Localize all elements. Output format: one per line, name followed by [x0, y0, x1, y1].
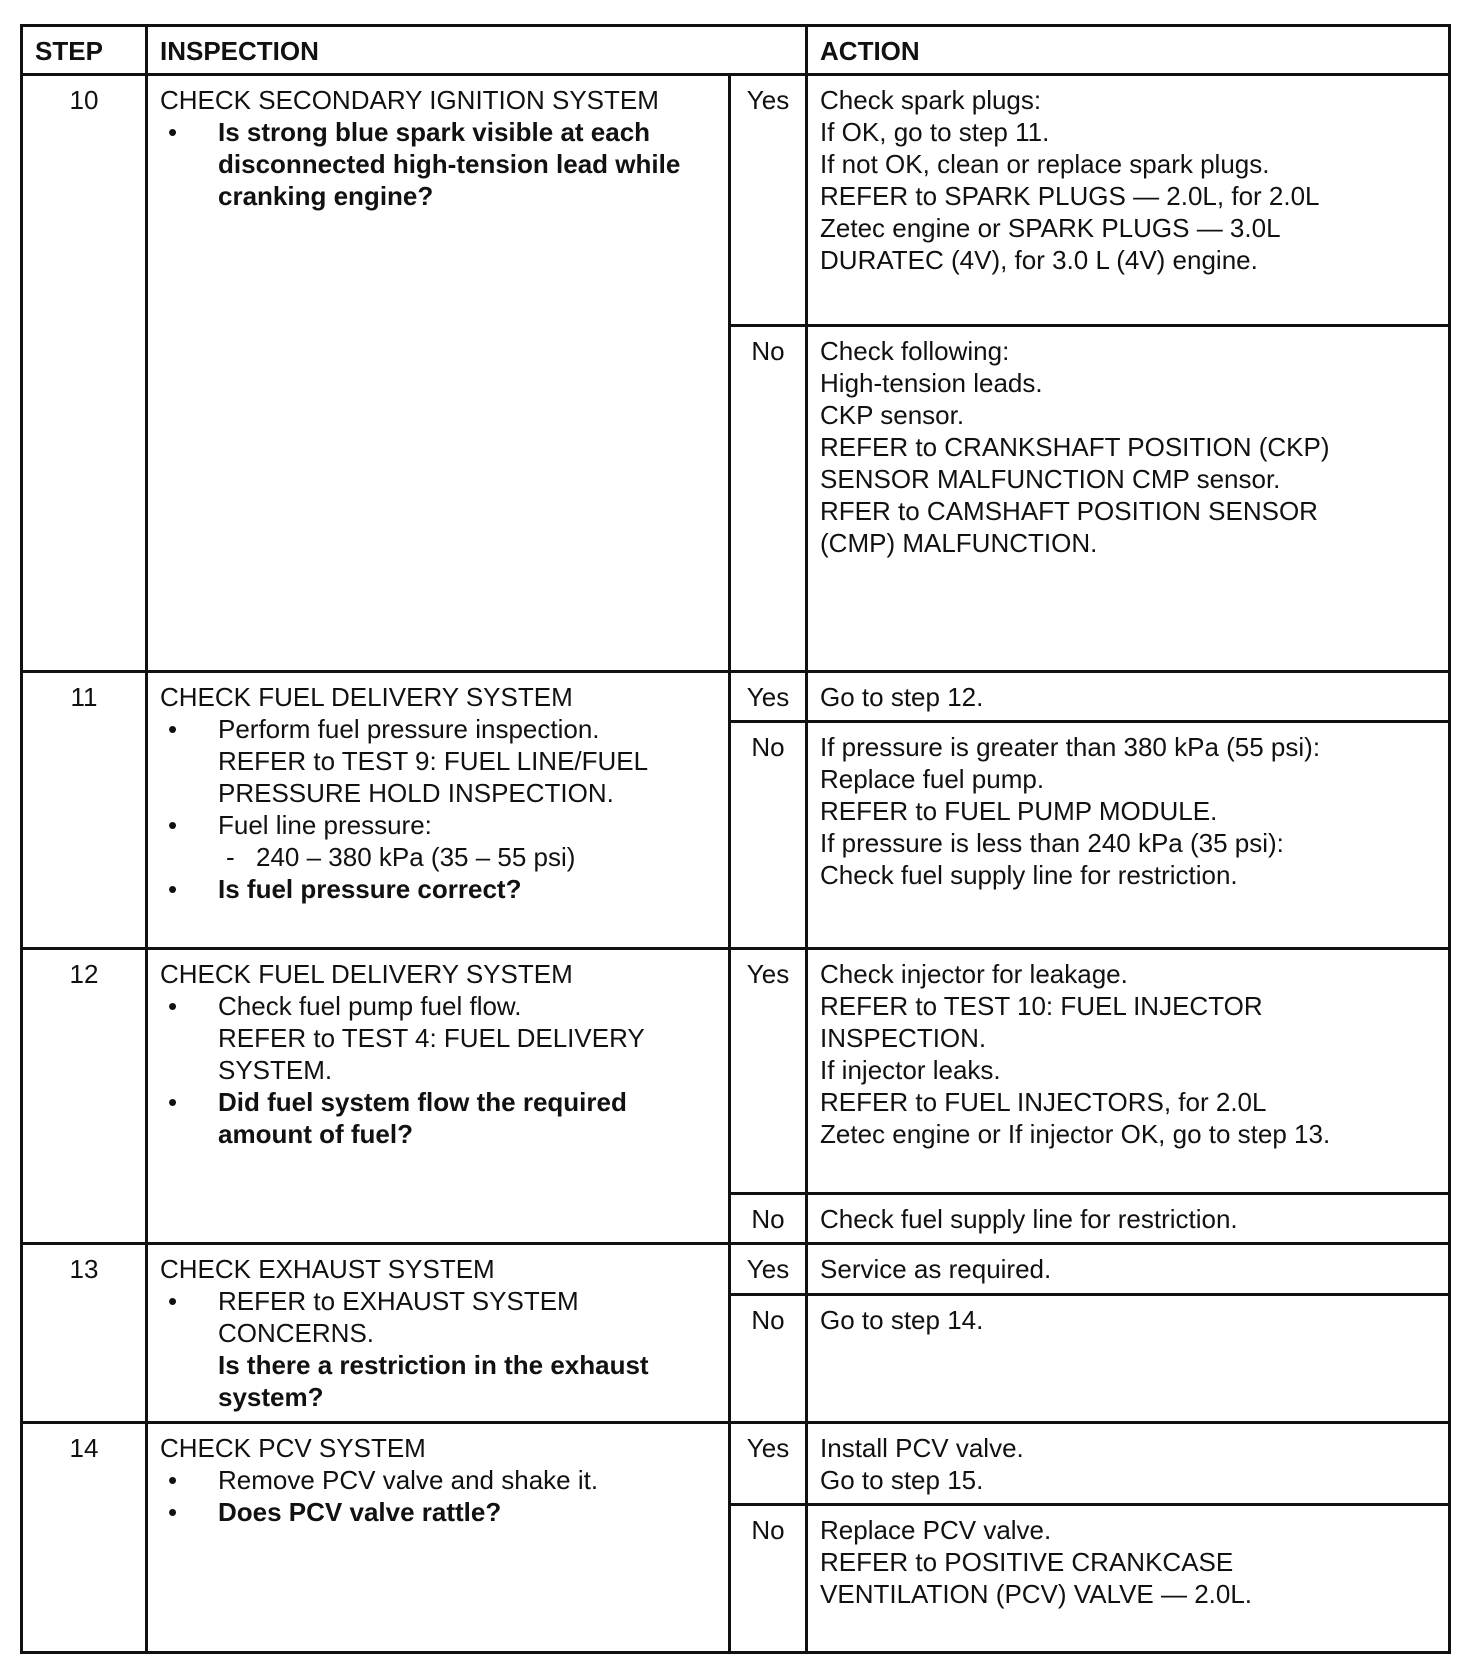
action-line: REFER to CRANKSHAFT POSITION (CKP) [820, 431, 1330, 462]
step-number: 13 [22, 1243, 147, 1422]
yes-label: Yes [730, 75, 807, 325]
no-label: No [730, 325, 807, 671]
bullet-icon: • [168, 1087, 178, 1118]
bullet-icon: • [168, 991, 178, 1022]
step-title: CHECK EXHAUST SYSTEM [160, 1253, 495, 1284]
step-number: 10 [22, 75, 147, 672]
no-label: No [730, 1295, 807, 1423]
action-line: REFER to SPARK PLUGS — 2.0L, for 2.0L [820, 181, 1320, 212]
yes-label: Yes [730, 1243, 807, 1294]
no-label: No [730, 1504, 807, 1653]
action-line: Replace fuel pump. [820, 763, 1045, 794]
action-line: If injector leaks. [820, 1055, 1001, 1086]
action-line: If OK, go to step 11. [820, 117, 1050, 148]
step-inspection [147, 949, 730, 1244]
inspection-column-header: INSPECTION [147, 26, 807, 75]
step-13-yes-row [22, 1243, 1450, 1294]
inspection-question: Is there a restriction in the exhaust system? [218, 1349, 649, 1412]
bullet-icon: • [168, 1464, 178, 1495]
step-14-yes-row [22, 1422, 1450, 1504]
action-line: Check fuel supply line for restriction. [820, 1204, 1238, 1235]
yes-action [807, 672, 1450, 721]
bullet-item [160, 1086, 716, 1150]
action-line: CKP sensor. [820, 399, 965, 430]
step-title: CHECK FUEL DELIVERY SYSTEM [160, 682, 573, 713]
bullet-text: Fuel line pressure: [218, 810, 432, 841]
bullet-icon: • [168, 1496, 178, 1527]
action-line: Check fuel supply line for restriction. [820, 859, 1238, 890]
action-line: REFER to FUEL PUMP MODULE. [820, 795, 1218, 826]
step-title: CHECK SECONDARY IGNITION SYSTEM [160, 85, 659, 116]
bullet-item [160, 1464, 716, 1496]
inspection-question: Is fuel pressure correct? [218, 874, 522, 905]
inspection-question: Is strong blue spark visible at each disconnected high-tension lead while cranking engine? [218, 117, 681, 212]
action-line: High-tension leads. [820, 367, 1043, 398]
action-line: SENSOR MALFUNCTION CMP sensor. [820, 463, 1281, 494]
bullet-icon: • [168, 1285, 178, 1316]
yes-action [807, 949, 1450, 1194]
action-line: Check following: [820, 335, 1010, 366]
bullet-item [160, 873, 716, 905]
action-line: Service as required. [820, 1253, 1052, 1284]
action-line: Go to step 12. [820, 682, 984, 713]
action-line: Zetec engine or If injector OK, go to step 13. [820, 1119, 1331, 1150]
action-line: Check spark plugs: [820, 85, 1042, 116]
bullet-item [160, 713, 716, 809]
header-row [22, 26, 1450, 75]
no-action [807, 325, 1450, 671]
action-line: RFER to CAMSHAFT POSITION SENSOR [820, 495, 1318, 526]
bullet-item [160, 990, 716, 1086]
step-inspection [147, 75, 730, 672]
bullet-text: Remove PCV valve and shake it. [218, 1464, 599, 1495]
step-number: 14 [22, 1422, 147, 1652]
no-label: No [730, 1194, 807, 1243]
action-line: Check injector for leakage. [820, 959, 1128, 990]
step-12-yes-row [22, 949, 1450, 1194]
inspection-question: Did fuel system flow the required amount of fuel? [218, 1087, 627, 1150]
yes-action [807, 75, 1450, 325]
inspection-question: Does PCV valve rattle? [218, 1496, 502, 1527]
step-title: CHECK FUEL DELIVERY SYSTEM [160, 959, 573, 990]
yes-label: Yes [730, 672, 807, 721]
step-10-yes-row [22, 75, 1450, 325]
step-title: CHECK PCV SYSTEM [160, 1432, 426, 1463]
pressure-spec: 240 – 380 kPa (35 – 55 psi) [256, 842, 576, 873]
action-line: REFER to TEST 10: FUEL INJECTOR [820, 991, 1263, 1022]
action-line: If not OK, clean or replace spark plugs. [820, 149, 1270, 180]
bullet-text: Perform fuel pressure inspection. [218, 714, 600, 745]
no-label: No [730, 721, 807, 948]
step-11-yes-row [22, 672, 1450, 721]
action-line: DURATEC (4V), for 3.0 L (4V) engine. [820, 245, 1258, 276]
bullet-icon: • [168, 810, 178, 841]
action-column-header: ACTION [807, 26, 1450, 75]
bullet-item [160, 116, 716, 212]
step-column-header: STEP [22, 26, 147, 75]
no-action [807, 1295, 1450, 1423]
step-number: 11 [22, 672, 147, 949]
action-line: REFER to POSITIVE CRANKCASE [820, 1546, 1234, 1577]
bullet-item [160, 809, 716, 841]
yes-action [807, 1422, 1450, 1504]
bullet-item [160, 1496, 716, 1528]
diagnostic-table [20, 24, 1451, 1654]
no-action [807, 1194, 1450, 1243]
no-action [807, 721, 1450, 948]
sub-item [160, 841, 716, 873]
reference-text: REFER to TEST 4: FUEL DELIVERY SYSTEM. [218, 1023, 645, 1086]
action-line: Replace PCV valve. [820, 1514, 1052, 1545]
action-line: (CMP) MALFUNCTION. [820, 527, 1098, 558]
dash-icon: - [226, 842, 235, 873]
reference-text: REFER to TEST 9: FUEL LINE/FUEL PRESSURE HOLD INSPECTION. [218, 746, 648, 809]
action-line: REFER to FUEL INJECTORS, for 2.0L [820, 1087, 1267, 1118]
yes-label: Yes [730, 949, 807, 1194]
bullet-text: Check fuel pump fuel flow. [218, 991, 522, 1022]
action-line: If pressure is greater than 380 kPa (55 psi): [820, 731, 1321, 762]
step-inspection [147, 1243, 730, 1422]
bullet-icon: • [168, 714, 178, 745]
yes-action [807, 1243, 1450, 1294]
bullet-icon: • [168, 117, 178, 148]
yes-label: Yes [730, 1422, 807, 1504]
action-line: Go to step 14. [820, 1305, 984, 1336]
step-inspection [147, 1422, 730, 1652]
action-line: Go to step 15. [820, 1464, 984, 1495]
action-line: If pressure is less than 240 kPa (35 psi): [820, 827, 1284, 858]
action-line: VENTILATION (PCV) VALVE — 2.0L. [820, 1578, 1253, 1609]
step-inspection [147, 672, 730, 949]
bullet-icon: • [168, 874, 178, 905]
action-line: Install PCV valve. [820, 1432, 1024, 1463]
bullet-item [160, 1285, 716, 1413]
reference-text: REFER to EXHAUST SYSTEM CONCERNS. [218, 1285, 579, 1348]
step-number: 12 [22, 949, 147, 1244]
no-action [807, 1504, 1450, 1653]
action-line: Zetec engine or SPARK PLUGS — 3.0L [820, 213, 1281, 244]
action-line: INSPECTION. [820, 1023, 987, 1054]
